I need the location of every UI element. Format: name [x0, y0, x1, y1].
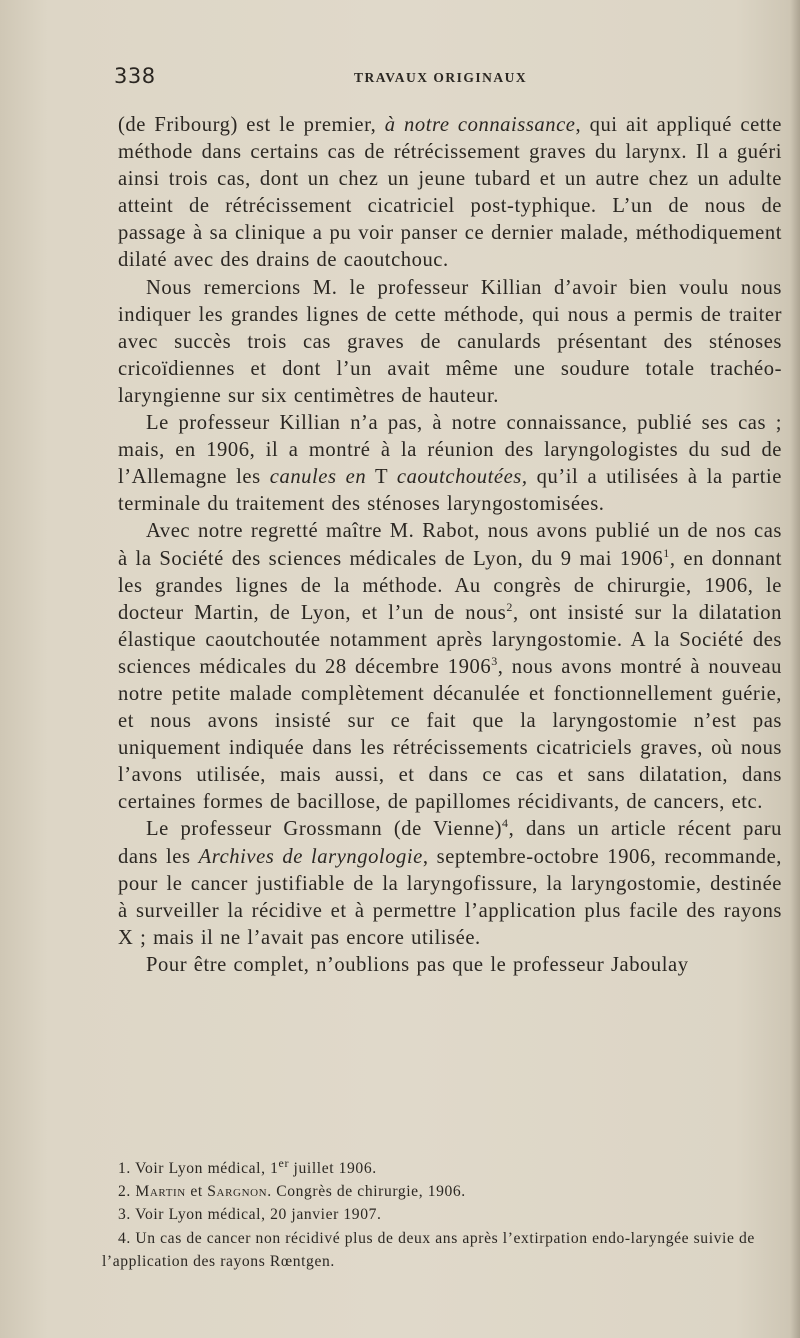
page-number: 338: [114, 64, 156, 88]
footnote-ref: 4: [502, 816, 509, 831]
text-run: , en donnant les grandes lignes de la méthode. Au congrès de chirurgie, 1906, le docteur Martin, de Lyon, et l’un de nous: [118, 547, 782, 624]
footnote-3: [102, 1203, 784, 1226]
footnote-ref: 2: [506, 599, 513, 614]
footnotes: [102, 1157, 784, 1273]
footnote-number: 2.: [118, 1183, 131, 1201]
paragraph-2: [118, 275, 782, 410]
footnote-ref: 1: [663, 545, 670, 560]
text-run: juillet 1906.: [289, 1160, 377, 1177]
text-run: Pour être complet, n’oublions pas que le professeur Jaboulay: [146, 953, 689, 976]
text-run: , dans un article récent paru dans les: [118, 818, 782, 868]
footnote-number: 4.: [118, 1229, 131, 1247]
text-run: Le professeur Grossmann (de Vienne): [146, 818, 503, 841]
italic-run: Lyon médical,: [168, 1206, 266, 1224]
body-text: [118, 112, 782, 979]
text-run: . Congrès de chirurgie, 1906.: [267, 1183, 466, 1201]
text-run: T: [366, 466, 397, 489]
italic-run: à notre connaissance: [384, 114, 576, 136]
text-run: Voir: [135, 1206, 169, 1224]
paragraph-1: [118, 112, 782, 275]
text-run: Un cas de cancer non récidivé plus de deux ans après l’extirpation endo-laryngée suivie de l’application des rayons Rœntgen.: [102, 1229, 755, 1270]
footnote-ref: 3: [491, 654, 498, 669]
text-run: , septembre-octobre 1906, recommande, pour le cancer justifiable de la laryngofissure, la laryngostomie, destinée à surveiller la récidive et à permettre l’application plus facile des rayons X ; mais il ne l’avait pas encore utilisée.: [118, 845, 783, 949]
text-run: Nous remercions M. le professeur Killian d’avoir bien voulu nous indiquer les grandes lignes de cette méthode, qui nous a permis de traiter avec succès trois cas graves de canulards présentant des sténoses cricoïdiennes et dont l’un avait même une soudure totale trachéo-laryngienne sur six centimètres de hauteur.: [118, 276, 782, 407]
text-run: (de Fribourg) est le premier,: [118, 114, 385, 136]
italic-run: Archives de laryngologie: [198, 845, 423, 868]
footnote-number: 3.: [118, 1206, 131, 1224]
text-run: 1: [265, 1160, 279, 1177]
italic-run: caoutchoutées,: [396, 466, 528, 489]
text-run: Avec notre regretté maître M. Rabot, nous avons publié un de nos cas à la Société des sciences médicales de Lyon, du 9 mai 1906: [118, 520, 782, 570]
running-head: TRAVAUX ORIGINAUX: [354, 70, 528, 85]
footnote-4: [102, 1227, 784, 1273]
italic-run: canules en: [269, 466, 367, 489]
footnote-number: 1.: [118, 1160, 131, 1177]
text-run: , ont insisté sur la dilatation élastique caoutchoutée notamment après laryngostomie. A la Société des sciences médicales du 28 décembre 1906: [118, 601, 782, 678]
text-run: et: [185, 1183, 208, 1201]
text-run: , qui ait appliqué cette méthode dans certains cas de rétrécissement graves du larynx. Il a guéri ainsi trois cas, dont un chez un jeune tubard et un autre chez un adulte atteint de rétrécissement cicatriciel post-typhique. L’un de nous de passage à sa clinique a pu voir panser ce dernier malade, méthodiquement dilaté avec des drains de caoutchouc.: [118, 114, 782, 272]
footnote-1: [102, 1157, 784, 1180]
italic-run: Lyon médical,: [168, 1160, 266, 1177]
text-run: 20 janvier 1907.: [265, 1206, 382, 1224]
page-edge-shadow: [790, 0, 800, 1338]
ordinal-suffix: er: [278, 1155, 290, 1170]
author-name: Sargnon: [207, 1183, 268, 1201]
author-name: Martin: [135, 1183, 186, 1201]
paragraph-5: [118, 816, 782, 951]
footnote-2: [102, 1180, 784, 1203]
page-header: [114, 64, 754, 94]
paragraph-6: [118, 952, 782, 979]
text-run: qu’il a utilisées à la partie terminale du traitement des sténoses laryngostomisées.: [118, 466, 782, 516]
text-run: Le professeur Killian n’a pas, à notre connaissance, publié ses cas ; mais, en 1906, il a montré à la réunion des laryngologistes du sud de l’Allemagne les: [118, 412, 782, 489]
text-run: Voir: [135, 1160, 169, 1177]
paragraph-4: [118, 518, 782, 816]
paragraph-3: [118, 410, 782, 518]
text-run: , nous avons montré à nouveau notre petite malade complètement décanulée et fonctionnellement guérie, et nous avons insisté sur ce fait que la laryngostomie n’est pas uniquement indiquée dans les rétrécissements cicatriciels graves, où nous l’avons utilisée, mais aussi, et dans ce cas et sans dilatation, dans certaines formes de bacillose, de papillomes récidivants, de cancers, etc.: [118, 655, 782, 814]
